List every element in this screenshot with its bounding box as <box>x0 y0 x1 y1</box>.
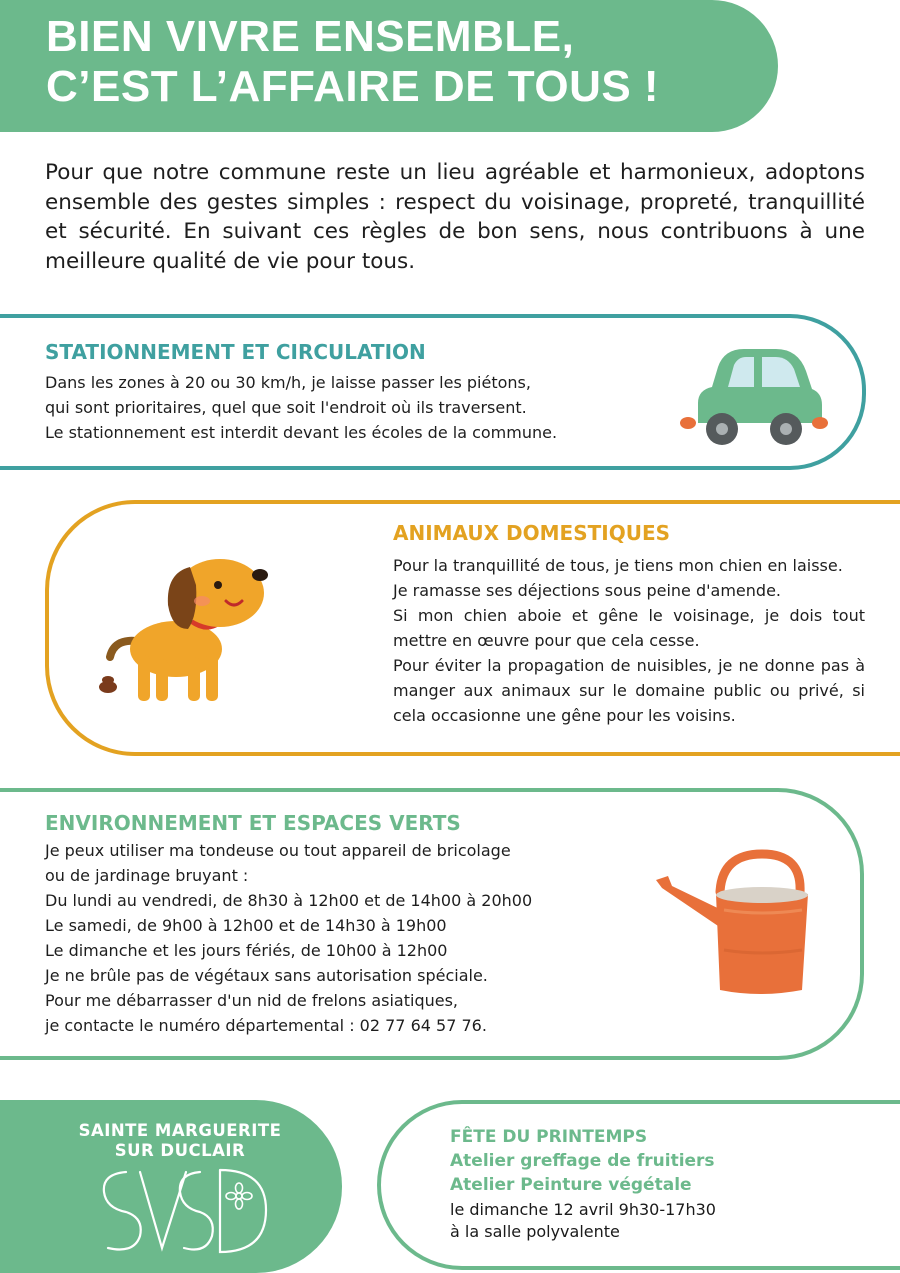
event-date: le dimanche 12 avril 9h30-17h30 <box>450 1200 716 1219</box>
environment-line-6: Je ne brûle pas de végétaux sans autorisation spéciale. <box>45 966 488 985</box>
environment-section-text <box>45 838 605 1038</box>
municipality-logo-icon <box>96 1160 268 1260</box>
municipality-name <box>60 1121 300 1161</box>
environment-line-3: Du lundi au vendredi, de 8h30 à 12h00 et de 14h00 à 20h00 <box>45 891 533 910</box>
animals-paragraph-1: Pour la tranquillité de tous, je tiens mon chien en laisse. <box>393 556 843 575</box>
animals-section-title: ANIMAUX DOMESTIQUES <box>393 521 671 545</box>
watering-can-icon <box>652 850 812 998</box>
municipality-name-line-2: SUR DUCLAIR <box>114 1141 246 1160</box>
environment-line-7: Pour me débarrasser d'un nid de frelons asiatiques, <box>45 991 459 1010</box>
environment-line-8: je contacte le numéro départemental : 02 77 64 57 76. <box>45 1016 487 1035</box>
page-title-line-1: BIEN VIVRE ENSEMBLE, <box>46 12 575 61</box>
municipality-name-line-1: SAINTE MARGUERITE <box>78 1121 282 1140</box>
parking-line-1: Dans les zones à 20 ou 30 km/h, je laisse passer les piétons, <box>45 373 531 392</box>
parking-line-3: Le stationnement est interdit devant les écoles de la commune. <box>45 423 558 442</box>
animals-paragraph-4: Pour éviter la propagation de nuisibles, je ne donne pas à manger aux animaux sur le domaine public ou privé, si cela occasionne une gêne pour les voisins. <box>393 656 865 725</box>
parking-section-title: STATIONNEMENT ET CIRCULATION <box>45 340 426 364</box>
environment-line-2: ou de jardinage bruyant : <box>45 866 249 885</box>
environment-line-1: Je peux utiliser ma tondeuse ou tout appareil de bricolage <box>45 841 511 860</box>
parking-line-2: qui sont prioritaires, quel que soit l'endroit où ils traversent. <box>45 398 527 417</box>
event-place: à la salle polyvalente <box>450 1222 620 1241</box>
animals-paragraph-3: Si mon chien aboie et gêne le voisinage, je dois tout mettre en œuvre pour que cela cesse. <box>393 606 865 650</box>
page-title-line-2: C’EST L’AFFAIRE DE TOUS ! <box>46 62 660 111</box>
event-workshop-2: Atelier Peinture végétale <box>450 1175 692 1195</box>
event-title: FÊTE DU PRINTEMPS <box>450 1127 648 1147</box>
event-workshop-1: Atelier greffage de fruitiers <box>450 1151 715 1171</box>
parking-section-text <box>45 370 645 445</box>
animals-paragraph-2: Je ramasse ses déjections sous peine d'amende. <box>393 581 781 600</box>
dog-icon <box>96 545 276 705</box>
car-icon <box>680 345 828 447</box>
intro-paragraph: Pour que notre commune reste un lieu agréable et harmonieux, adoptons ensemble des gestes simples : respect du voisinage, propreté, tranquillité et sécurité. En suivant ces règles de bon sens, nous contribuons à une meilleure qualité de vie pour tous. <box>45 160 865 274</box>
environment-section-title: ENVIRONNEMENT ET ESPACES VERTS <box>45 811 461 835</box>
environment-line-4: Le samedi, de 9h00 à 12h00 et de 14h30 à 19h00 <box>45 916 447 935</box>
animals-section-text <box>393 553 865 728</box>
environment-line-5: Le dimanche et les jours fériés, de 10h00 à 12h00 <box>45 941 448 960</box>
page-title <box>46 12 766 112</box>
